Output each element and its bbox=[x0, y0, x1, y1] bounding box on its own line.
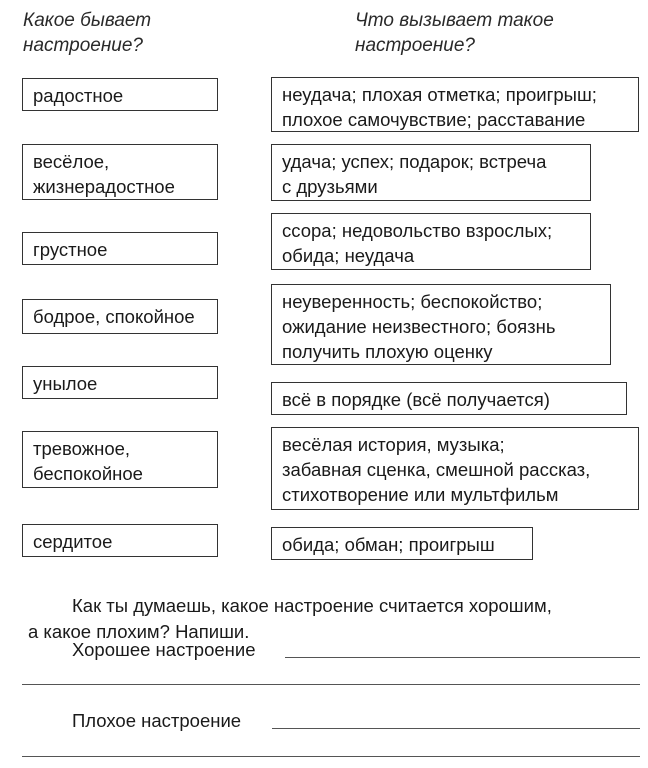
good-mood-answer-line-1[interactable] bbox=[285, 657, 640, 658]
cause-box-funny-story[interactable]: весёлая история, музыка; забавная сценка, смешной рассказ, стихотворение или мультфильм bbox=[271, 427, 639, 510]
bad-mood-answer-line-1[interactable] bbox=[272, 728, 640, 729]
good-mood-label: Хорошее настроение bbox=[72, 639, 256, 660]
mood-box-calm[interactable]: бодрое, спокойное bbox=[22, 299, 218, 334]
mood-box-joyful[interactable]: радостное bbox=[22, 78, 218, 111]
cause-box-offence[interactable]: обида; обман; проигрыш bbox=[271, 527, 533, 560]
mood-box-gloomy[interactable]: унылое bbox=[22, 366, 218, 399]
cause-box-uncertainty[interactable]: неуверенность; беспокойство; ожидание неизвестного; боязнь получить плохую оценку bbox=[271, 284, 611, 365]
mood-box-angry[interactable]: сердитое bbox=[22, 524, 218, 557]
right-column-header: Что вызывает такое настроение? bbox=[355, 10, 554, 56]
left-column-header: Какое бывает настроение? bbox=[23, 10, 152, 56]
cause-box-failure[interactable]: неудача; плохая отметка; проигрыш; плохое самочувствие; расставание bbox=[271, 77, 639, 132]
good-mood-answer-line-2[interactable] bbox=[22, 684, 640, 685]
mood-box-anxious[interactable]: тревожное, беспокойное bbox=[22, 431, 218, 488]
bad-mood-label: Плохое настроение bbox=[72, 710, 242, 731]
mood-box-cheerful[interactable]: весёлое, жизнерадостное bbox=[22, 144, 218, 200]
mood-box-sad[interactable]: грустное bbox=[22, 232, 218, 265]
cause-box-success[interactable]: удача; успех; подарок; встреча с друзьями bbox=[271, 144, 591, 201]
cause-box-quarrel[interactable]: ссора; недовольство взрослых; обида; неудача bbox=[271, 213, 591, 270]
question-line-1: Как ты думаешь, какое настроение считается хорошим, bbox=[72, 595, 552, 616]
cause-box-all-good[interactable]: всё в порядке (всё получается) bbox=[271, 382, 627, 415]
question-line-2: а какое плохим? Напиши. bbox=[28, 621, 250, 642]
bad-mood-answer-line-2[interactable] bbox=[22, 756, 640, 757]
